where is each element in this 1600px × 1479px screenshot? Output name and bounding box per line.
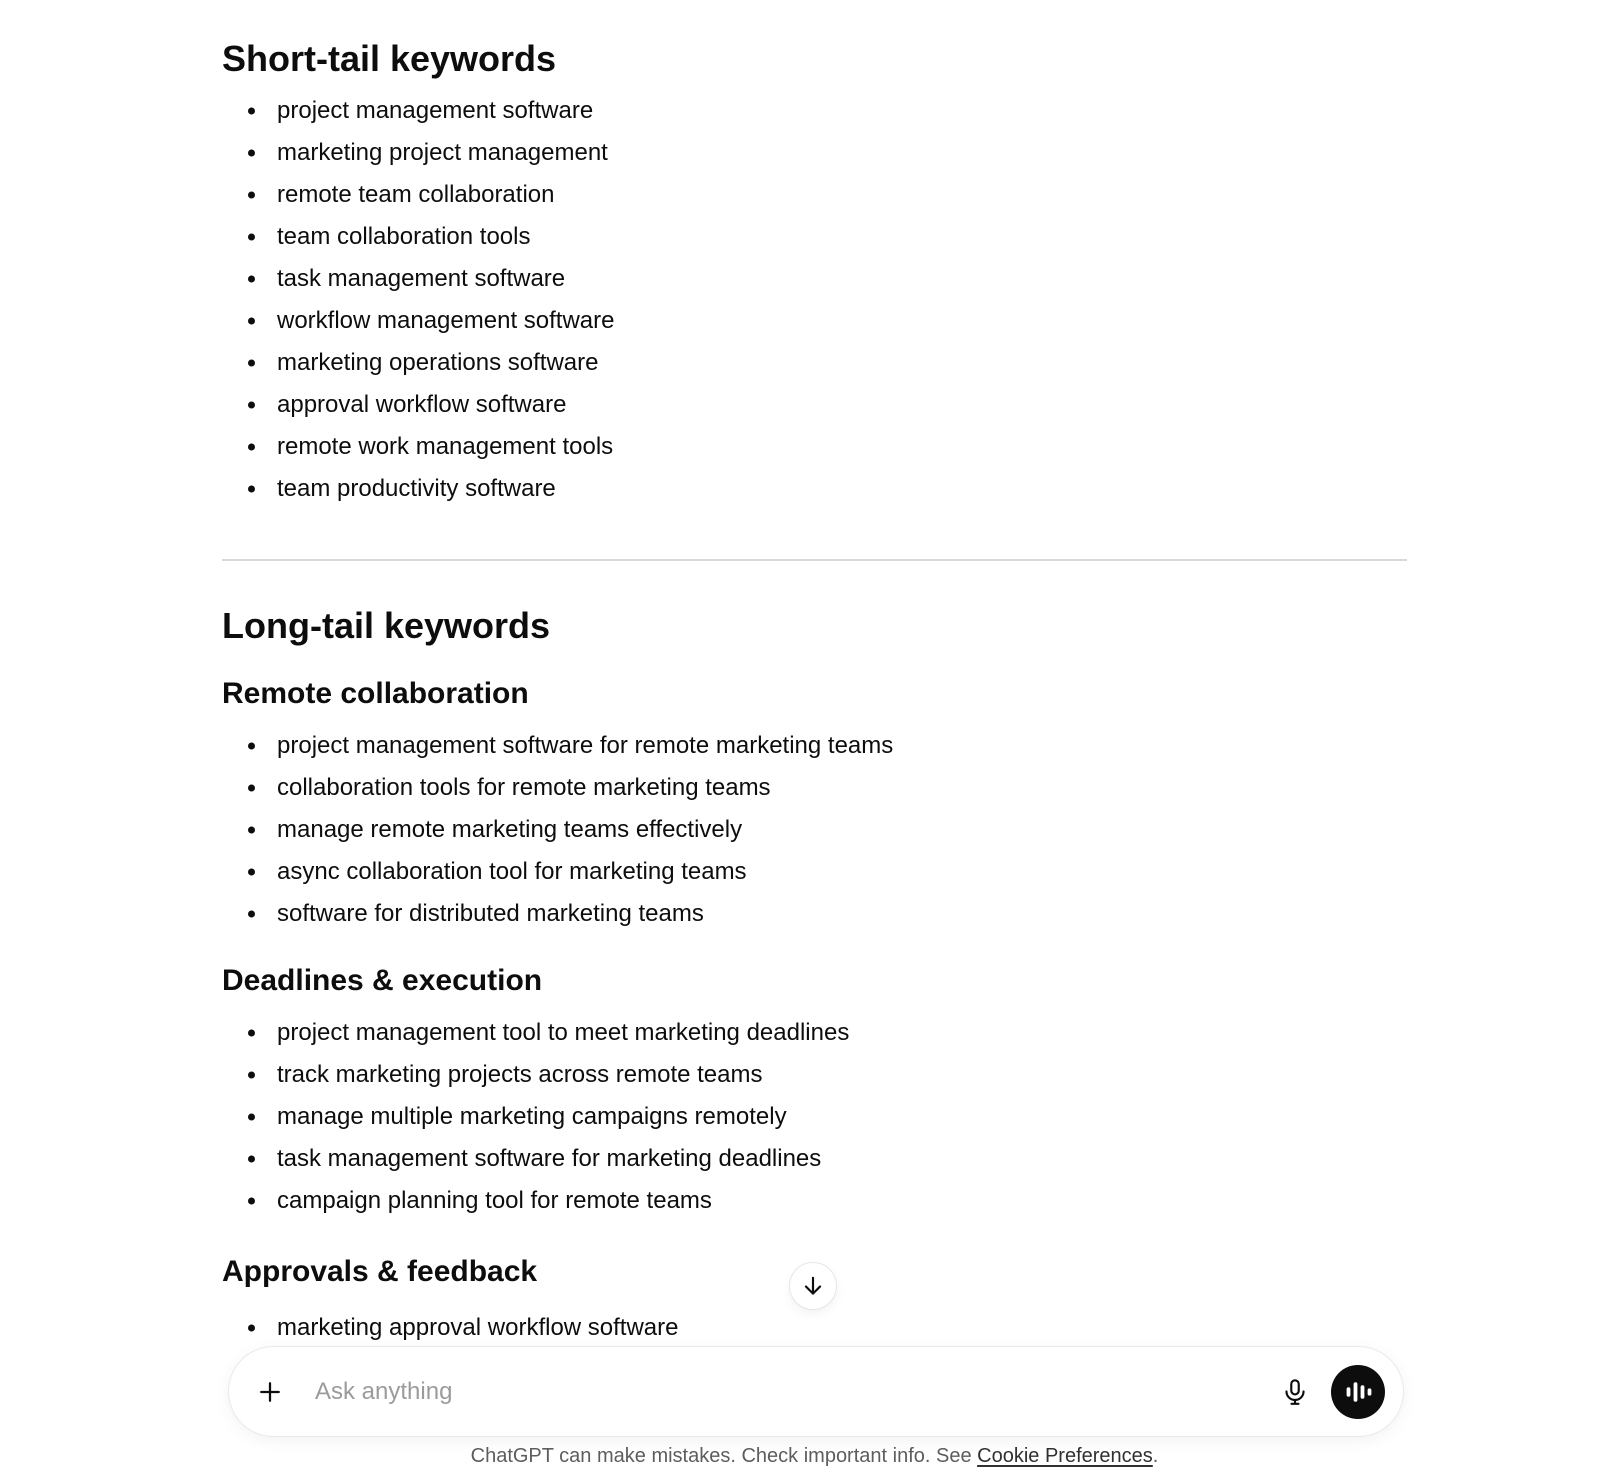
list-item: software for distributed marketing teams	[248, 893, 1407, 935]
list-item: team collaboration tools	[248, 216, 1407, 258]
group-heading-approvals-feedback: Approvals & feedback	[222, 1254, 538, 1288]
list-item: marketing operations software	[248, 342, 1407, 384]
approvals-feedback-list	[222, 1307, 1407, 1349]
list-item: remote work management tools	[248, 426, 1407, 468]
list-item: manage multiple marketing campaigns remotely	[248, 1096, 1407, 1138]
list-item: workflow management software	[248, 300, 1407, 342]
footer-period: .	[1152, 1445, 1159, 1467]
list-item: project management software	[248, 90, 1407, 132]
voice-waveform-icon	[1344, 1378, 1372, 1406]
list-item: collaboration tools for remote marketing teams	[248, 767, 1407, 809]
list-item: manage remote marketing teams effectively	[248, 809, 1407, 851]
list-item: marketing project management	[248, 132, 1407, 174]
list-item: approval workflow software	[248, 384, 1407, 426]
list-item: task management software	[248, 258, 1407, 300]
footer-disclaimer	[222, 1444, 1407, 1468]
cookie-preferences-link[interactable]: Cookie Preferences	[977, 1445, 1153, 1467]
remote-collaboration-list	[222, 725, 1407, 935]
assistant-message	[222, 0, 1407, 1349]
section-heading-long-tail: Long-tail keywords	[222, 604, 551, 646]
dictate-button[interactable]	[1277, 1374, 1313, 1410]
footer-text: ChatGPT can make mistakes. Check important info. See	[470, 1445, 978, 1467]
deadlines-execution-list	[222, 1012, 1407, 1222]
arrow-down-icon	[800, 1273, 826, 1299]
microphone-icon	[1279, 1376, 1311, 1408]
voice-mode-button[interactable]	[1331, 1365, 1385, 1419]
group-heading-deadlines-execution: Deadlines & execution	[222, 963, 543, 997]
group-heading-remote-collaboration: Remote collaboration	[222, 676, 529, 710]
section-heading-short-tail: Short-tail keywords	[222, 38, 557, 79]
prompt-input[interactable]	[313, 1377, 1277, 1407]
plus-icon	[255, 1377, 285, 1407]
divider	[222, 559, 1407, 561]
short-tail-list	[222, 90, 1407, 510]
composer	[228, 1346, 1404, 1437]
list-item: campaign planning tool for remote teams	[248, 1180, 1407, 1222]
scroll-to-bottom-button[interactable]	[789, 1262, 837, 1310]
list-item: task management software for marketing deadlines	[248, 1138, 1407, 1180]
list-item: async collaboration tool for marketing teams	[248, 851, 1407, 893]
list-item: track marketing projects across remote teams	[248, 1054, 1407, 1096]
list-item: team productivity software	[248, 468, 1407, 510]
list-item: project management tool to meet marketing deadlines	[248, 1012, 1407, 1054]
attach-button[interactable]	[255, 1377, 285, 1407]
list-item: remote team collaboration	[248, 174, 1407, 216]
list-item: project management software for remote marketing teams	[248, 725, 1407, 767]
list-item: marketing approval workflow software	[248, 1307, 1407, 1349]
